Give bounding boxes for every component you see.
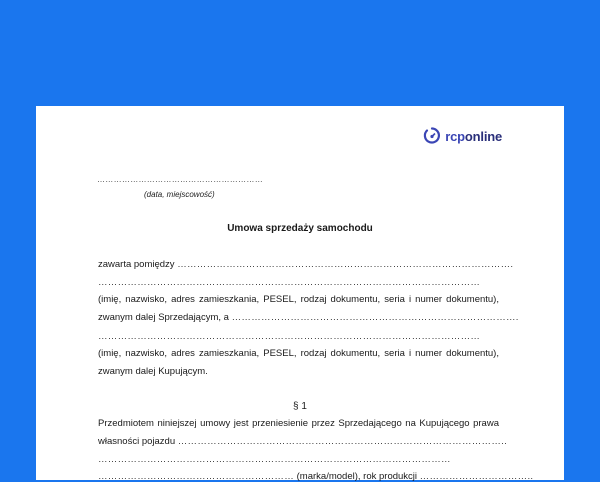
contract-between-label: zawarta pomiędzy: [98, 259, 175, 270]
section1-text: Przedmiotem niniejszej umowy jest przeniesienie przez Sprzedającego na Kupującego prawa: [98, 418, 499, 429]
seller-description: (imię, nazwisko, adres zamieszkania, PESEL, rodzaj dokumentu, seria i numer dokumentu),: [98, 294, 499, 305]
production-year-field[interactable]: ……………………………..: [419, 471, 534, 482]
make-model-field[interactable]: ……………………………………………………: [98, 471, 294, 482]
buyer-field[interactable]: …………………………………………………………………………….: [231, 312, 519, 323]
rcponline-logo[interactable]: [422, 127, 502, 145]
seller-field[interactable]: ………………………………………………………………………………………….: [177, 259, 514, 270]
logo-text: rcponline: [445, 128, 502, 144]
date-place-field[interactable]: ……………………………………………………: [97, 175, 263, 184]
section-heading: § 1: [293, 401, 307, 412]
document-title: Umowa sprzedaży samochodu: [227, 223, 373, 234]
vehicle-label: własności pojazdu: [98, 436, 176, 447]
seller-named-label: zwanym dalej Sprzedającym, a: [98, 312, 229, 323]
clock-icon: [422, 127, 442, 145]
date-place-caption: (data, miejscowość): [144, 190, 215, 199]
vehicle-field[interactable]: ………………………………………………………………………………………..: [177, 436, 508, 447]
buyer-field-continued[interactable]: ………………………………………………………………………………………………………: [98, 331, 481, 342]
seller-named-line: [98, 312, 519, 323]
contract-between-line: [98, 259, 514, 270]
buyer-named-label: zwanym dalej Kupującym.: [98, 366, 208, 377]
make-model-label: (marka/model), rok produkcji: [296, 471, 418, 482]
buyer-description: (imię, nazwisko, adres zamieszkania, PESEL, rodzaj dokumentu, seria i numer dokumentu),: [98, 348, 499, 359]
seller-field-continued[interactable]: ………………………………………………………………………………………………………: [98, 277, 481, 288]
vehicle-line: [98, 436, 508, 447]
make-model-line: [98, 471, 534, 482]
vehicle-field-continued[interactable]: ………………………………………………………………………………………………: [98, 454, 451, 465]
document-page: [36, 106, 564, 480]
